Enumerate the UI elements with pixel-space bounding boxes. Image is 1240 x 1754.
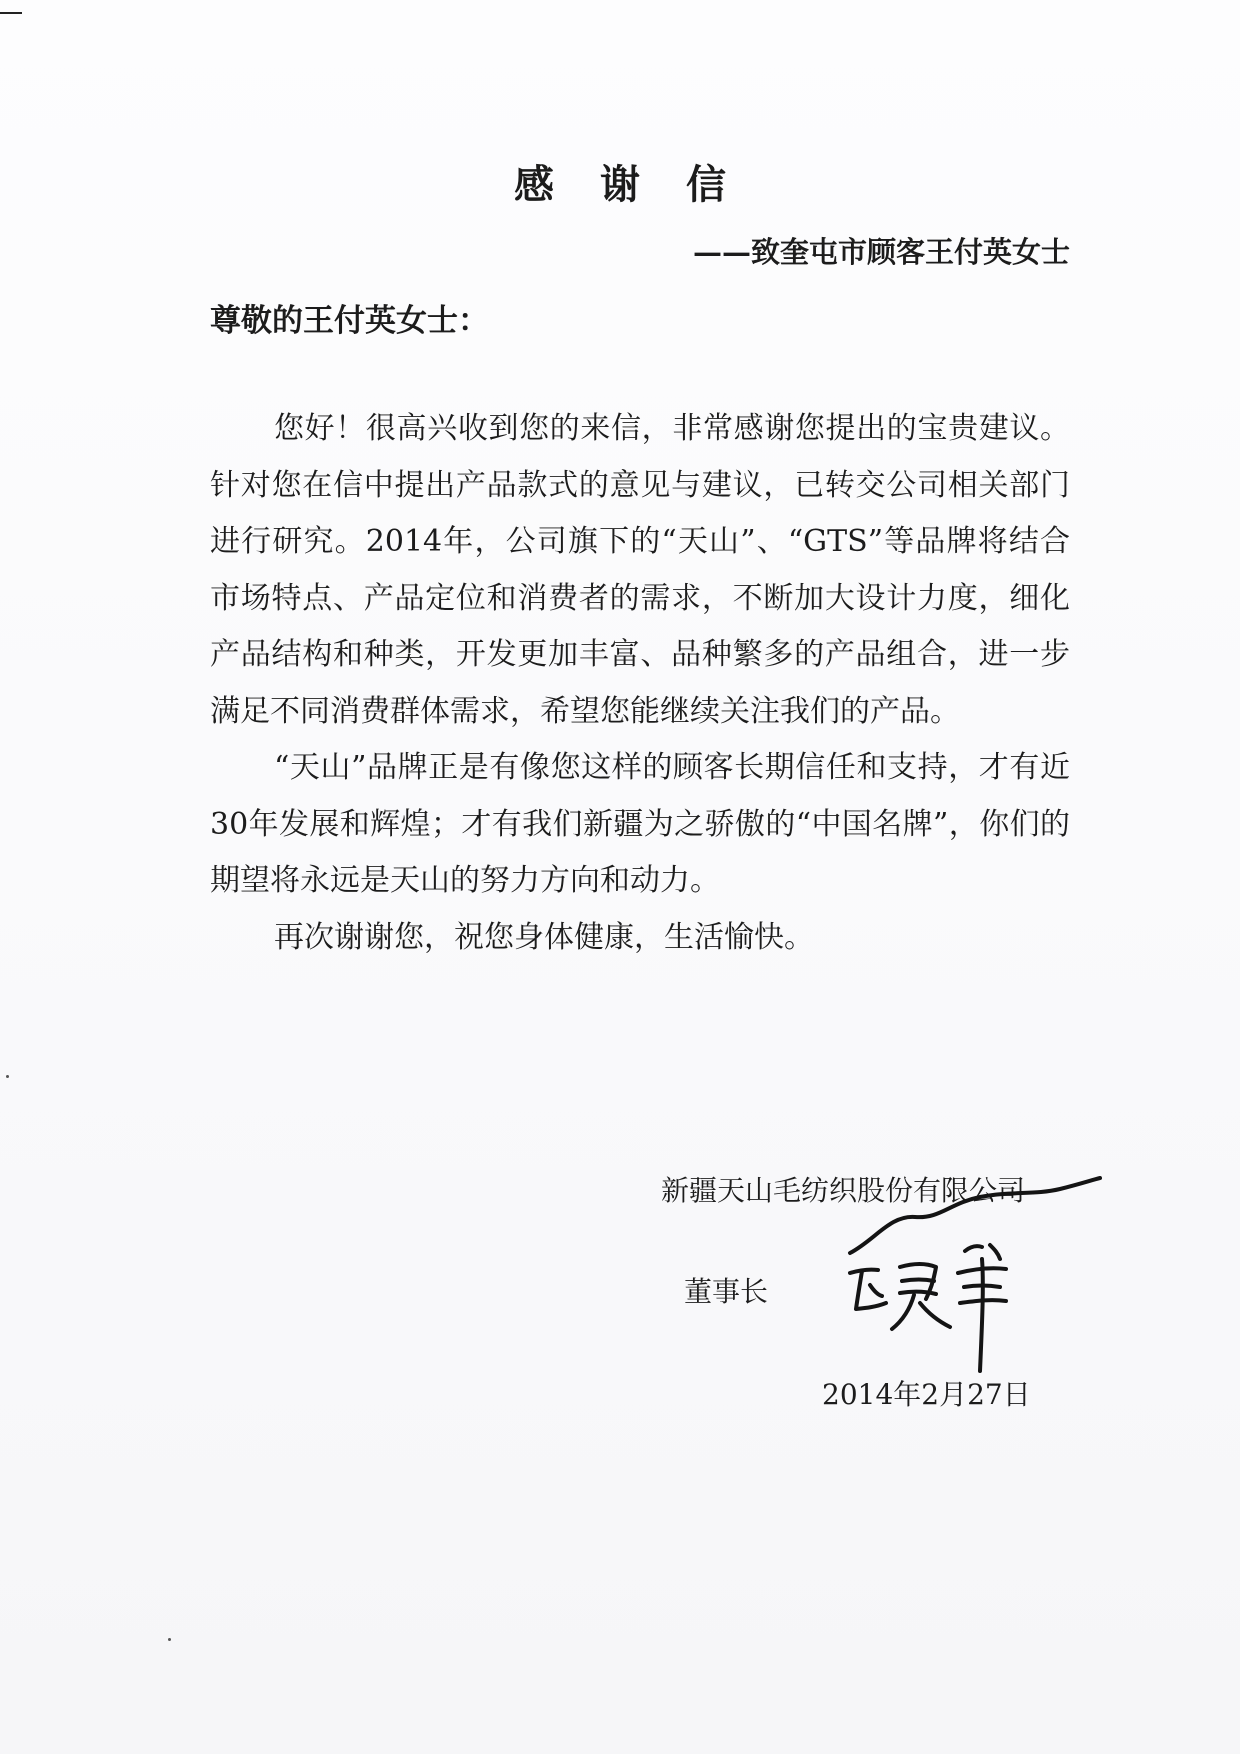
body-paragraph: 您好！很高兴收到您的来信，非常感谢您提出的宝贵建议。针对您在信中提出产品款式的意见与建议，已转交公司相关部门进行研究。2014年，公司旗下的“天山”、“GTS”等品牌将结合市场特点、产品定位和消费者的需求，不断加大设计力度，细化产品结构和种类，开发更加丰富、品种繁多的产品组合，进一步满足不同消费群体需求，希望您能继续关注我们的产品。	[210, 411, 1070, 729]
company-name: 新疆天山毛纺织股份有限公司	[661, 1174, 1026, 1207]
scan-edge-mark	[0, 12, 22, 14]
letter-body	[210, 401, 1070, 966]
scan-speck	[168, 1638, 171, 1641]
body-paragraph: “天山”品牌正是有像您这样的顾客长期信任和支持，才有近30年发展和辉煌；才有我们新疆为之骄傲的“中国名牌”，你们的期望将永远是天山的努力方向和动力。	[210, 750, 1070, 898]
letter-salutation: 尊敬的王付英女士：	[210, 303, 489, 339]
handwritten-signature	[830, 1175, 1110, 1375]
scan-speck	[6, 1075, 9, 1078]
body-paragraph: 再次谢谢您，祝您身体健康，生活愉快。	[274, 919, 814, 955]
letter-date: 2014年2月27日	[822, 1378, 1031, 1411]
letter-subtitle: ——致奎屯市顾客王付英女士	[692, 235, 1070, 269]
letter-title: 感谢信	[514, 161, 772, 208]
chairman-label: 董事长	[684, 1275, 769, 1308]
